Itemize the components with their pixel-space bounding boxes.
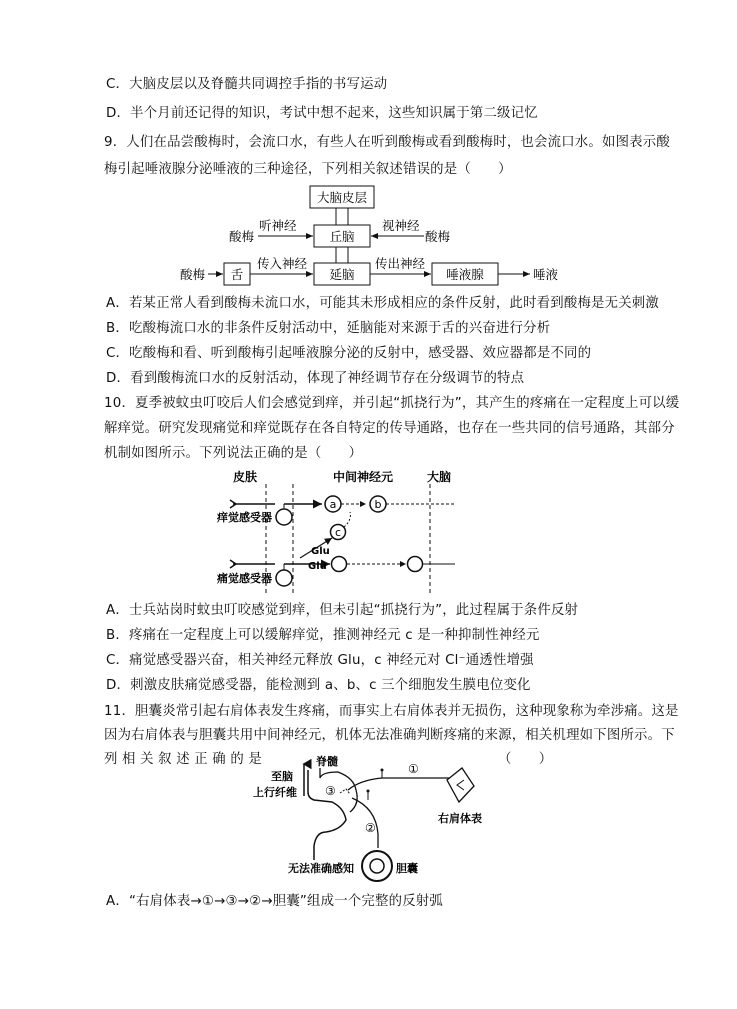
hypothalamus-label: 丘脑	[329, 229, 355, 244]
label-2: ②	[365, 821, 376, 835]
itch-receptor-label: 痒觉感受器	[217, 511, 272, 524]
q9-option-b: B．吃酸梅流口水的非条件反射活动中，延脑能对来源于舌的兴奋进行分析	[106, 321, 551, 336]
q10-stem-line2: 解痒觉。研究发现痛觉和痒觉既存在各自特定的传导通路，也存在一些共同的信号通路，其部分	[104, 421, 675, 436]
q11-stem-line3: 列 相 关 叙 述 正 确 的 是	[104, 752, 262, 767]
plum-right-label: 酸梅	[425, 229, 451, 244]
q9-option-c: C．吃酸梅和看、听到酸梅引起唾液腺分泌的反射中，感受器、效应器都是不同的	[106, 346, 592, 361]
q9-option-d: D．看到酸梅流口水的反射活动，体现了神经调节存在分级调节的特点	[106, 371, 525, 386]
q11-stem-line2: 因为右肩体表与胆囊共用中间神经元，机体无法准确判断疼痛的来源，相关机理如下图所示。下	[104, 728, 675, 743]
to-brain-label: 至脑	[271, 770, 293, 783]
saliva-label: 唾液	[533, 267, 559, 282]
q10-stem-line1: 10．夏季被蚊虫叮咬后人们会感觉到痒，并引起“抓挠行为”，其产生的疼痛在一定程度上可以缓	[104, 396, 680, 411]
plum-left-label: 酸梅	[229, 229, 255, 244]
tongue-label: 舌	[230, 267, 244, 282]
ascending-fiber-label: 上行纤维	[253, 786, 297, 799]
shoulder-receptor	[447, 768, 474, 802]
afferent-nerve-label: 传入神经	[257, 256, 308, 271]
efferent-nerve-label: 传出神经	[375, 256, 426, 271]
interneuron-label: 中间神经元	[333, 470, 394, 484]
neuron-b-label: b	[374, 498, 382, 511]
q10-option-c: C．痛觉感受器兴奋，相关神经元释放 Glu，c 神经元对 Cl⁻通透性增强	[106, 653, 534, 668]
cortex-label: 大脑皮层	[316, 190, 368, 205]
q10-option-a: A．士兵站岗时蚊虫叮咬感觉到痒，但未引起“抓挠行为”，此过程属于条件反射	[106, 603, 579, 618]
q9-option-a: A．若某正常人看到酸梅未流口水，可能其未形成相应的条件反射，此时看到酸梅是无关刺激	[106, 296, 659, 311]
auditory-nerve-label: 听神经	[259, 218, 297, 233]
q11-answer-paren: （ ）	[498, 752, 553, 767]
q10-option-d: D．刺激皮肤痛觉感受器，能检测到 a、b、c 三个细胞发生膜电位变化	[106, 678, 531, 693]
optic-nerve-label: 视神经	[382, 218, 420, 233]
q8-option-c: C．大脑皮层以及脊髓共同调控手指的书写运动	[106, 77, 388, 92]
q8-option-d: D．半个月前还记得的知识，考试中想不起来，这些知识属于第二级记忆	[106, 106, 538, 121]
cannot-perceive-label: 无法准确感知	[288, 862, 354, 875]
label-1: ①	[408, 762, 419, 776]
q9-stem-line2: 梅引起唾液腺分泌唾液的三种途径，下列相关叙述错误的是（ ）	[104, 162, 512, 177]
neuron-c-label: c	[334, 526, 342, 539]
q11-option-a: A．“右肩体表→①→③→②→胆囊”组成一个完整的反射弧	[106, 894, 443, 909]
q10-stem-line3: 机制如图所示。下列说法正确的是（ ）	[104, 446, 363, 461]
plum-bottom-label: 酸梅	[180, 267, 206, 282]
gallbladder-label: 胆囊	[396, 862, 418, 875]
glu-label-upper: Glu	[311, 546, 330, 557]
label-3: ③	[325, 784, 336, 798]
gland-label: 唾液腺	[446, 267, 484, 282]
spinal-cord-label: 脊髓	[316, 755, 338, 768]
medulla-label: 延脑	[329, 267, 355, 282]
pain-receptor-label: 痛觉感受器	[217, 572, 272, 585]
skin-label: 皮肤	[233, 470, 258, 484]
brain-label: 大脑	[427, 470, 452, 484]
glu-label-lower: Glu	[308, 561, 327, 572]
q10-option-b: B．疼痛在一定程度上可以缓解痒觉，推测神经元 c 是一种抑制性神经元	[106, 628, 540, 643]
q9-stem-line1: 9．人们在品尝酸梅时，会流口水，有些人在听到酸梅或看到酸梅时，也会流口水。如图表示酸	[104, 135, 670, 150]
neuron-a-label: a	[329, 498, 337, 511]
gallbladder-inner	[370, 859, 384, 873]
shoulder-label: 右肩体表	[438, 812, 482, 825]
q11-stem-line1: 11．胆囊炎常引起右肩体表发生疼痛，而事实上右肩体表并无损伤，这种现象称为牵涉痛。这是	[104, 704, 679, 719]
